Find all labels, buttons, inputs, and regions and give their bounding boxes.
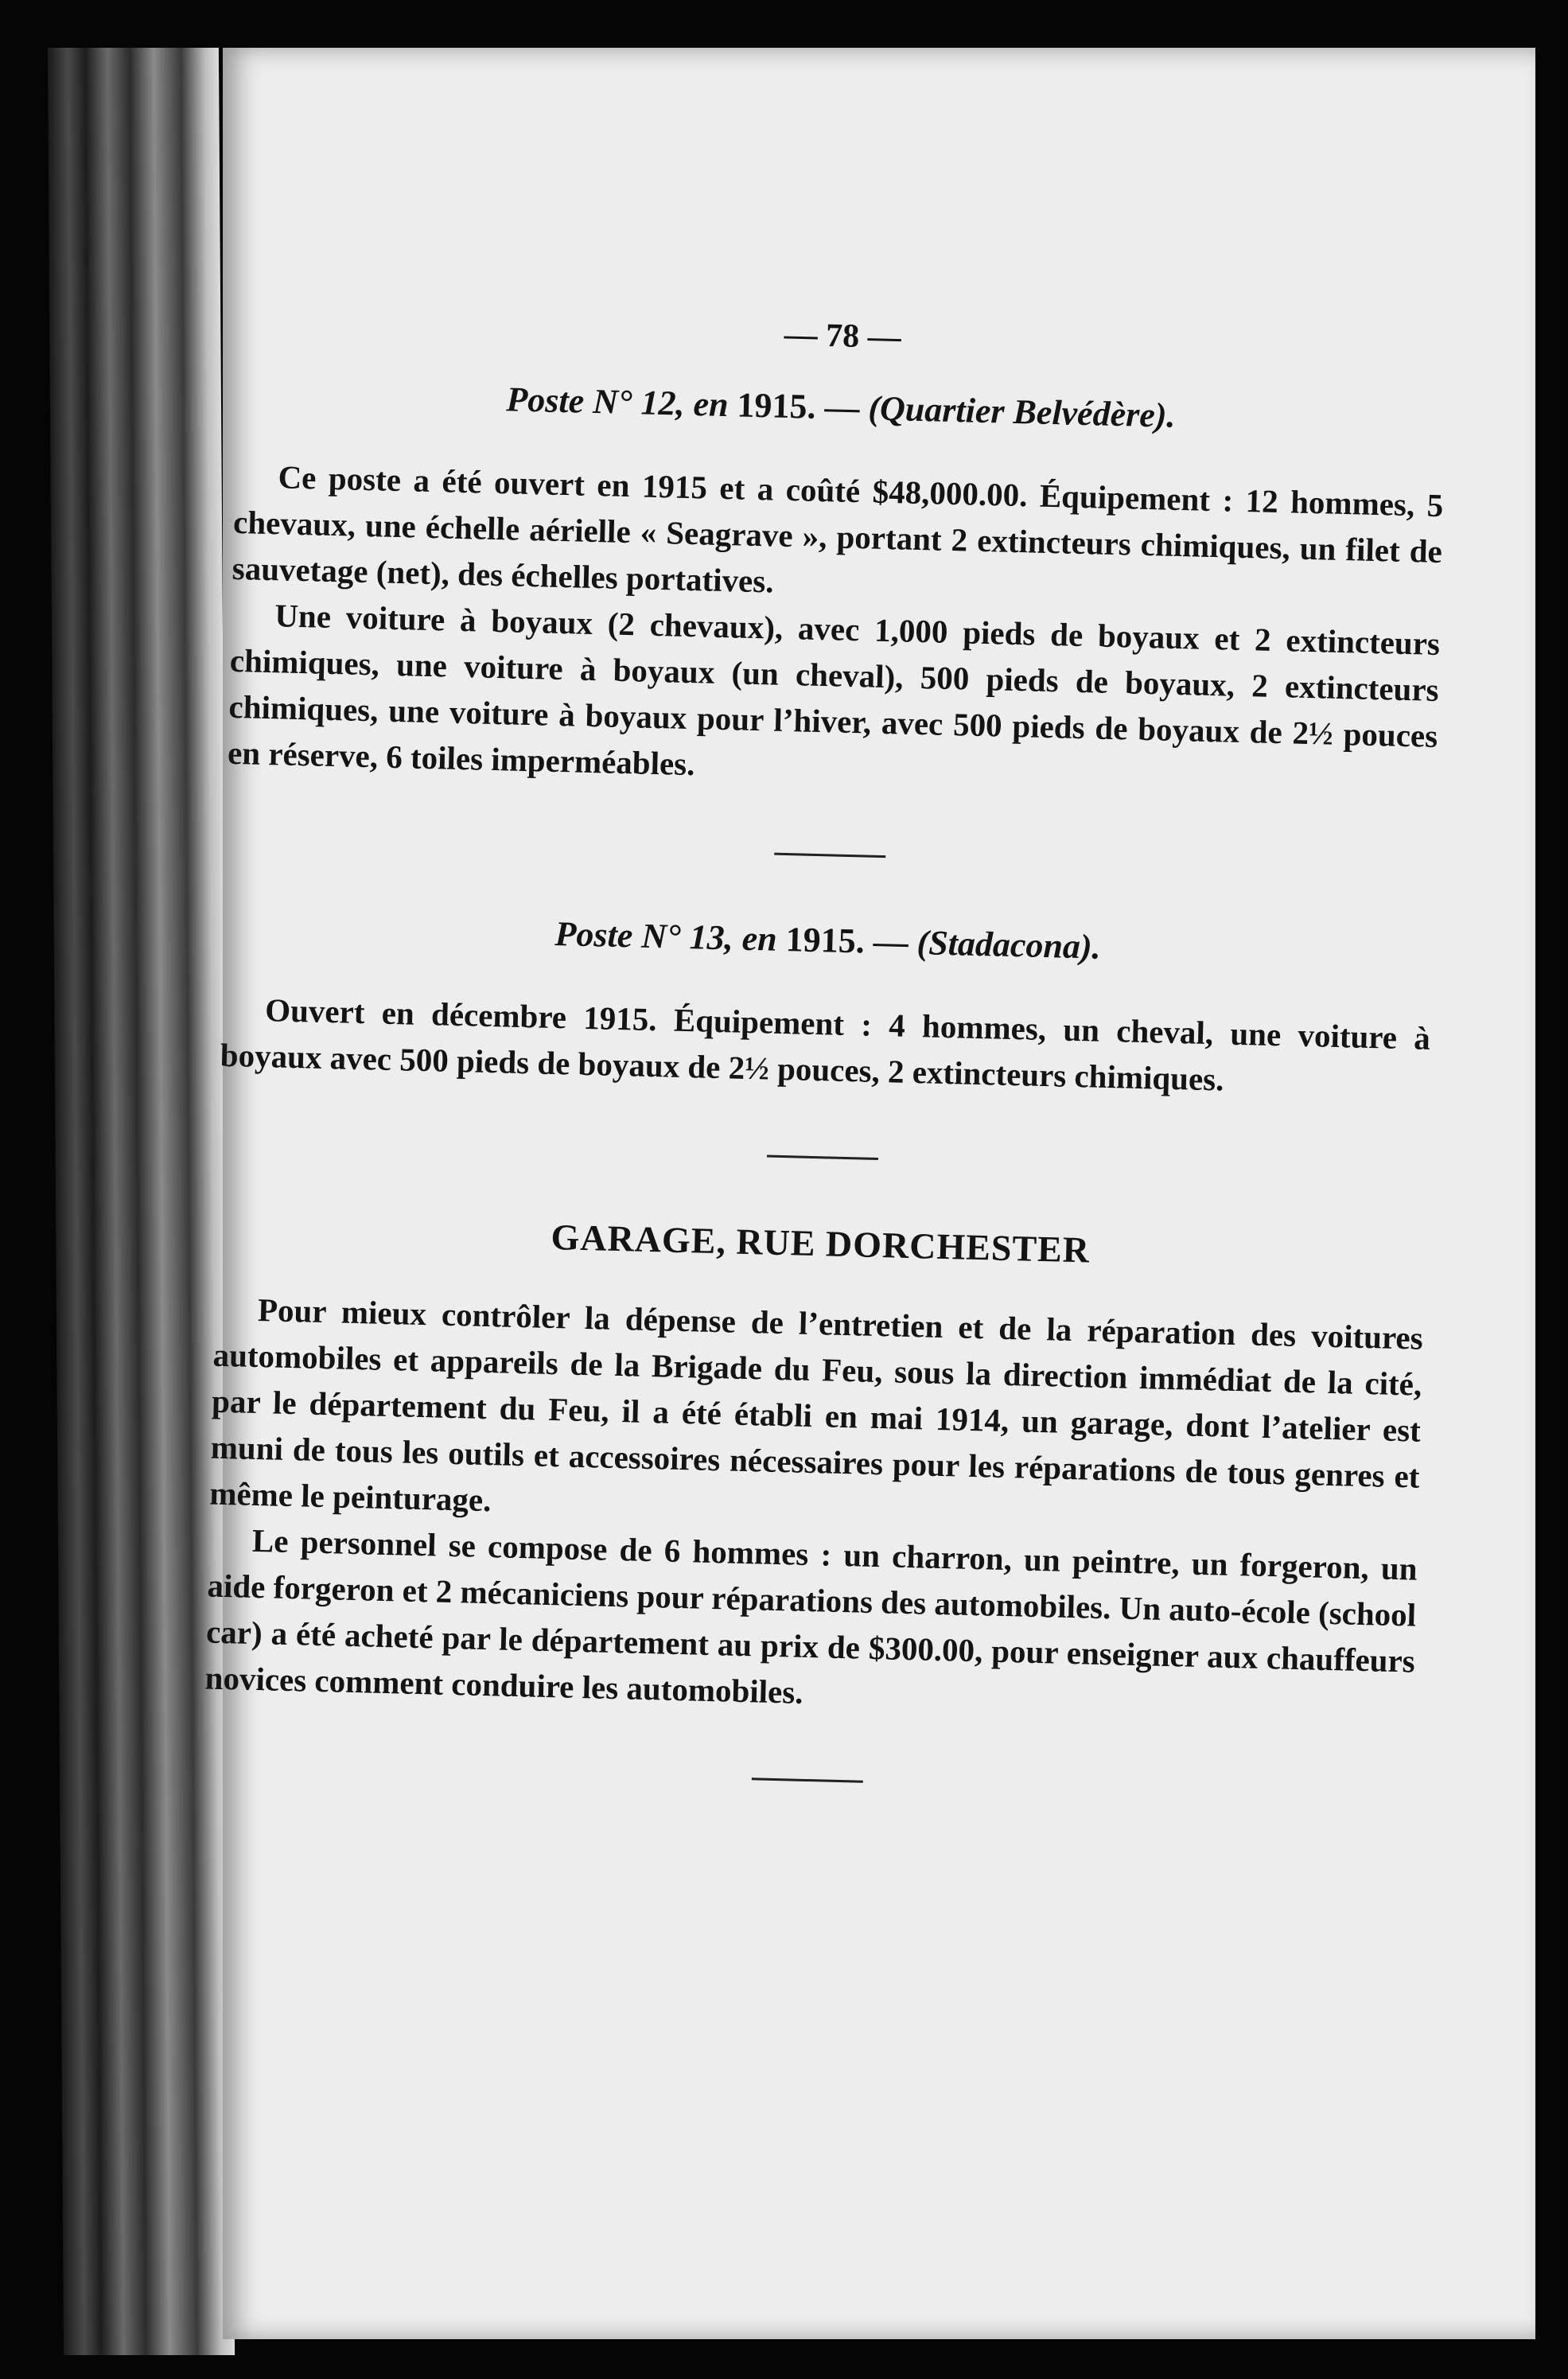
post-13-year: 1915. —: [785, 920, 909, 962]
garage-title: GARAGE, RUE DORCHESTER: [551, 1216, 1091, 1271]
page-number: — 78 —: [784, 316, 902, 356]
post-12-district: (Quartier Belvédère).: [867, 388, 1177, 435]
post-12-heading: [236, 372, 1446, 442]
post-13-district: (Stadacona).: [916, 923, 1102, 967]
garage-paragraph-2: Le personnel se compose de 6 hommes : un charron, un peintre, un forgeron, un aide forgeron et 2 mécaniciens pour réparations des automobiles. Un auto-école (school car) a été acheté par le département au prix de $300.00, pour enseigner aux chauffeurs novices comment conduire les automobiles.: [204, 1521, 1418, 1711]
post-13-en: en: [741, 918, 778, 959]
post-12-label: Poste: [505, 380, 585, 421]
post-12-paragraph-2: Une voiture à boyaux (2 chevaux), avec 1,000 pieds de boyaux et 2 extincteurs chimiques, une voiture à boyaux (un cheval), 500 pieds de boyaux, 2 extincteurs chimiques, une voiture à boyaux pour l’hiver, avec 500 pieds de boyaux de 2½ pouces en réserve, 6 toiles imperméables.: [227, 597, 1441, 783]
post-13-label: Poste: [554, 913, 633, 956]
post-13-heading: [223, 905, 1433, 975]
section-divider: [767, 1155, 878, 1160]
section-divider: [774, 853, 885, 858]
page-content: [201, 302, 1447, 1860]
post-12-number: N° 12,: [592, 381, 686, 423]
garage-paragraph-1: Pour mieux contrôler la dépense de l’entretien et de la réparation des voitures automobiles et appareils de la Brigade du Feu, sous la direction immédiat de la cité, par le département du Feu, il a été établi en mai 1914, un garage, dont l’atelier est muni de tous les outils et accessoires nécessaires pour les réparations de tous genres et même le peinturage.: [208, 1291, 1424, 1519]
post-12-paragraph-1: Ce poste a été ouvert en 1915 et a coûté $48,000.00. Équipement : 12 hommes, 5 chevaux, une échelle aérielle « Seagrave », portant 2 extincteurs chimiques, un filet de sauvetage (net), des échelles portatives.: [232, 458, 1444, 600]
post-12-en: en: [692, 384, 730, 425]
post-12-year: 1915. —: [736, 385, 861, 428]
post-13-paragraph-1: Ouvert en décembre 1915. Équipement : 4 hommes, un cheval, une voiture à boyaux avec 500 pieds de boyaux de 2½ pouces, 2 extincteurs chimiques.: [220, 991, 1431, 1098]
book-spine: [48, 48, 235, 2355]
post-13-number: N° 13,: [640, 916, 734, 958]
section-divider: [752, 1777, 863, 1782]
